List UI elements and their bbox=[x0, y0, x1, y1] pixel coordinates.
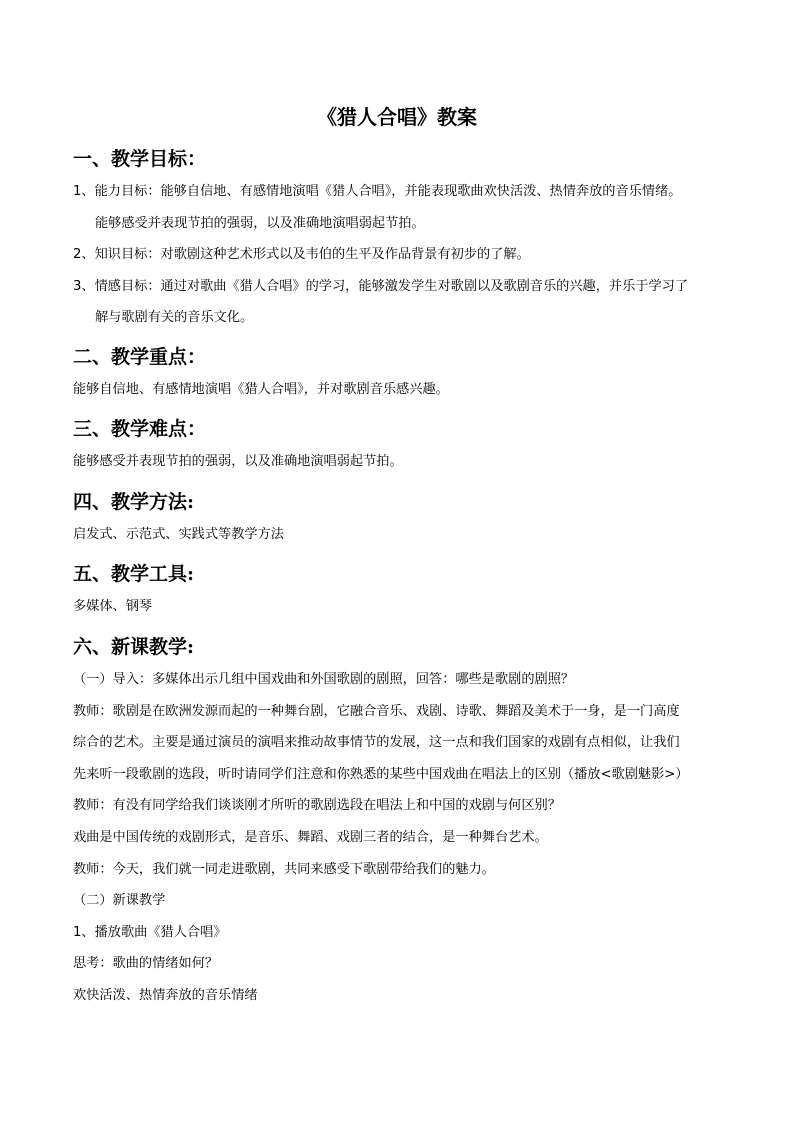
paragraph: 2、知识目标：对歌剧这种艺术形式以及韦伯的生平及作品背景有初步的了解。 bbox=[73, 247, 530, 263]
paragraph: 思考：歌曲的情绪如何？ bbox=[73, 956, 219, 972]
section-heading: 三、教学难点： bbox=[73, 418, 207, 440]
paragraph: 启发式、示范式、实践式等教学方法 bbox=[73, 527, 284, 542]
paragraph: 综合的艺术。主要是通过演员的演唱来推动故事情节的发展，这一点和我们国家的戏剧有点相似，让我们 bbox=[73, 735, 680, 751]
paragraph: 先来听一段歌剧的选段，听时请同学们注意和你熟悉的某些中国戏曲在唱法上的区别（播放<歌剧魅影>） bbox=[73, 766, 689, 782]
section-new-lesson bbox=[73, 634, 733, 1004]
section-teaching-tools bbox=[73, 561, 733, 615]
paragraph: 教师：今天，我们就一同走进歌剧，共同来感受下歌剧带给我们的魅力。 bbox=[73, 861, 495, 877]
paragraph: 能够感受并表现节拍的强弱，以及准确地演唱弱起节拍。 bbox=[95, 215, 425, 231]
section-heading: 五、教学工具: bbox=[73, 563, 195, 585]
section-heading: 一、教学目标： bbox=[73, 148, 207, 170]
paragraph: 戏曲是中国传统的戏剧形式，是音乐、舞蹈、戏剧三者的结合，是一种舞台艺术。 bbox=[73, 829, 548, 845]
paragraph: 欢快活泼、热情奔放的音乐情绪 bbox=[73, 987, 258, 1003]
document-title: 《猎人合唱》教案 bbox=[317, 105, 477, 129]
paragraph: 教师：有没有同学给我们谈谈刚才所听的歌剧选段在唱法上和中国的戏剧与何区别？ bbox=[73, 798, 561, 814]
section-heading: 六、新课教学: bbox=[73, 636, 195, 658]
paragraph: 能够自信地、有感情地演唱《猎人合唱》，并对歌剧音乐感兴趣。 bbox=[73, 382, 449, 397]
paragraph: 教师：歌剧是在欧洲发源而起的一种舞台剧，它融合音乐、戏剧、诗歌、舞蹈及美术于一身，是一门高度 bbox=[73, 703, 680, 719]
paragraph: 多媒体、钢琴 bbox=[73, 599, 153, 614]
section-teaching-difficulty bbox=[73, 416, 733, 470]
section-heading: 四、教学方法: bbox=[73, 491, 195, 513]
paragraph: 1、播放歌曲《猎人合唱》 bbox=[73, 924, 227, 940]
paragraph: 3、情感目标：通过对歌曲《猎人合唱》的学习，能够激发学生对歌剧以及歌剧音乐的兴趣，并乐于学习了 bbox=[73, 278, 689, 294]
paragraph: （一）导入：多媒体出示几组中国戏曲和外国歌剧的剧照，回答：哪些是歌剧的剧照？ bbox=[73, 672, 575, 687]
paragraph: 1、能力目标：能够自信地、有感情地演唱《猎人合唱》，并能表现歌曲欢快活泼、热情奔放的音乐情绪。 bbox=[73, 184, 682, 199]
section-teaching-objectives bbox=[73, 146, 733, 326]
section-heading: 二、教学重点： bbox=[73, 346, 207, 368]
paragraph: 能够感受并表现节拍的强弱，以及准确地演唱弱起节拍。 bbox=[73, 454, 403, 469]
paragraph: 解与歌剧有关的音乐文化。 bbox=[95, 310, 254, 326]
section-teaching-focus bbox=[73, 344, 733, 398]
paragraph: （二）新课教学 bbox=[73, 893, 166, 909]
section-teaching-methods bbox=[73, 489, 733, 543]
